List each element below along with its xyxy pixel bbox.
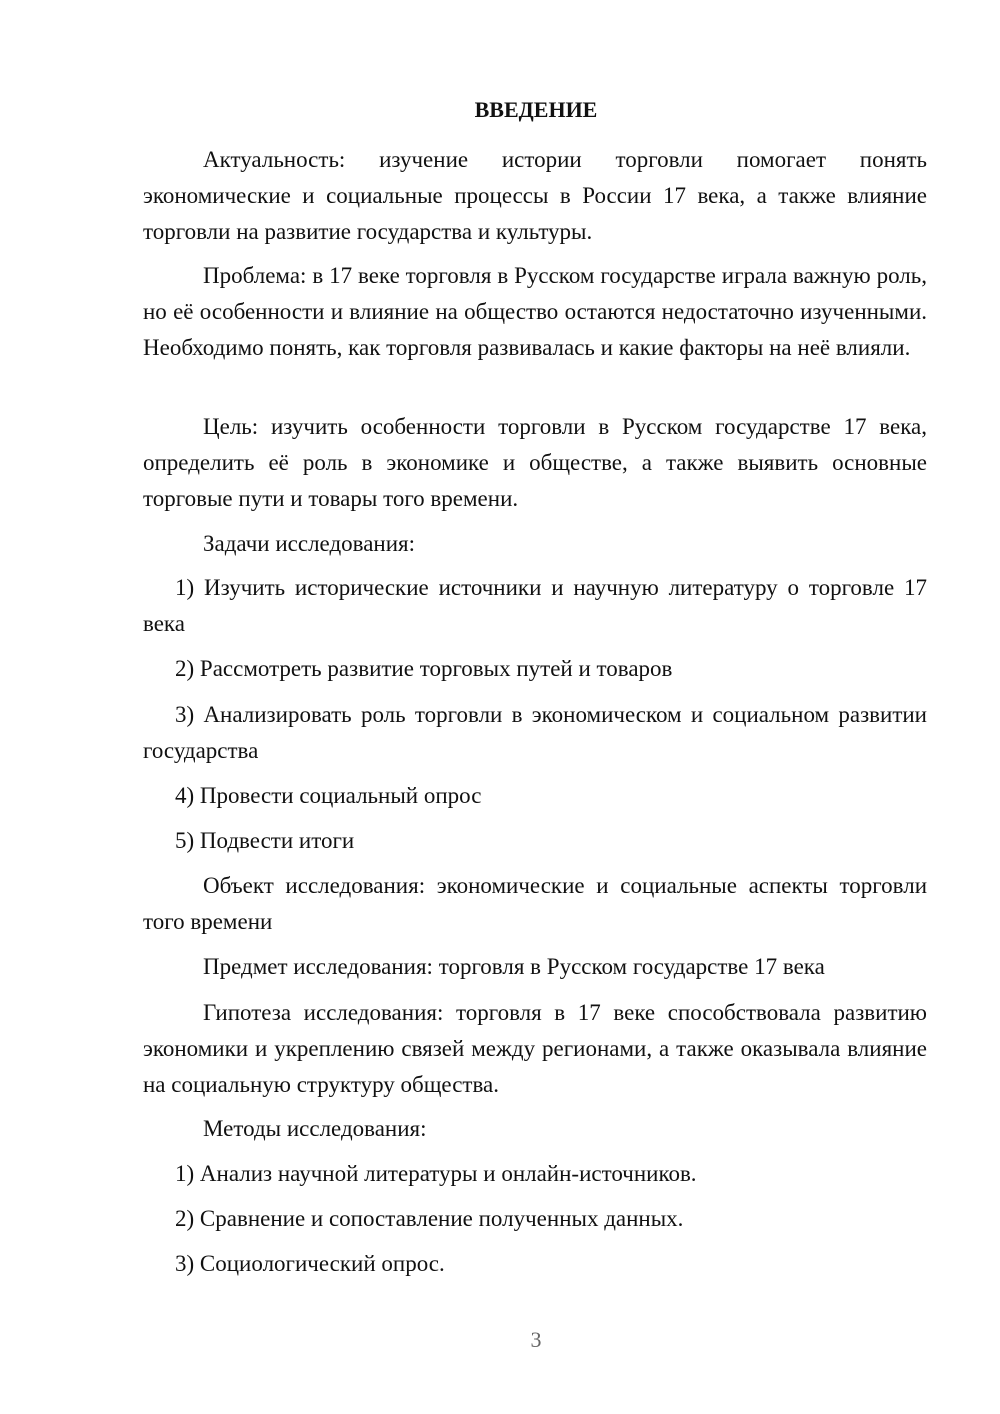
task-item: 5) Подвести итоги [175,828,355,853]
subject-paragraph: Предмет исследования: торговля в Русском государстве 17 века [203,954,825,979]
methods-heading: Методы исследования: [203,1116,427,1141]
task-item: 4) Провести социальный опрос [175,783,482,808]
task-item: 2) Рассмотреть развитие торговых путей и товаров [175,656,673,681]
method-item: 3) Социологический опрос. [175,1251,445,1276]
goal-paragraph: Цель: изучить особенности торговли в Русском государстве 17 века, определить её роль в экономике и обществе, а также выявить основные торговые пути и товары того времени. [143,414,927,511]
page-title: ВВЕДЕНИЕ [474,97,598,122]
object-paragraph: Объект исследования: экономические и социальные аспекты торговли того времени [143,873,927,934]
method-item: 1) Анализ научной литературы и онлайн-источников. [175,1161,697,1186]
relevance-paragraph: Актуальность: изучение истории торговли помогает понять экономические и социальные процессы в России 17 века, а также влияние торговли на развитие государства и культуры. [143,147,927,244]
task-item: 3) Анализировать роль торговли в экономическом и социальном развитии государства [143,702,927,763]
tasks-heading: Задачи исследования: [203,531,416,556]
problem-paragraph: Проблема: в 17 веке торговля в Русском государстве играла важную роль, но её особенности и влияние на общество остаются недостаточно изученными. Необходимо понять, как торговля развивалась и какие факторы на неё влияли. [143,263,927,360]
page-number: 3 [530,1327,542,1352]
task-item: 1) Изучить исторические источники и научную литературу о торговле 17 века [143,575,927,636]
hypothesis-paragraph: Гипотеза исследования: торговля в 17 веке способствовала развитию экономики и укреплению связей между регионами, а также оказывала влияние на социальную структуру общества. [143,1000,927,1097]
method-item: 2) Сравнение и сопоставление полученных данных. [175,1206,684,1231]
